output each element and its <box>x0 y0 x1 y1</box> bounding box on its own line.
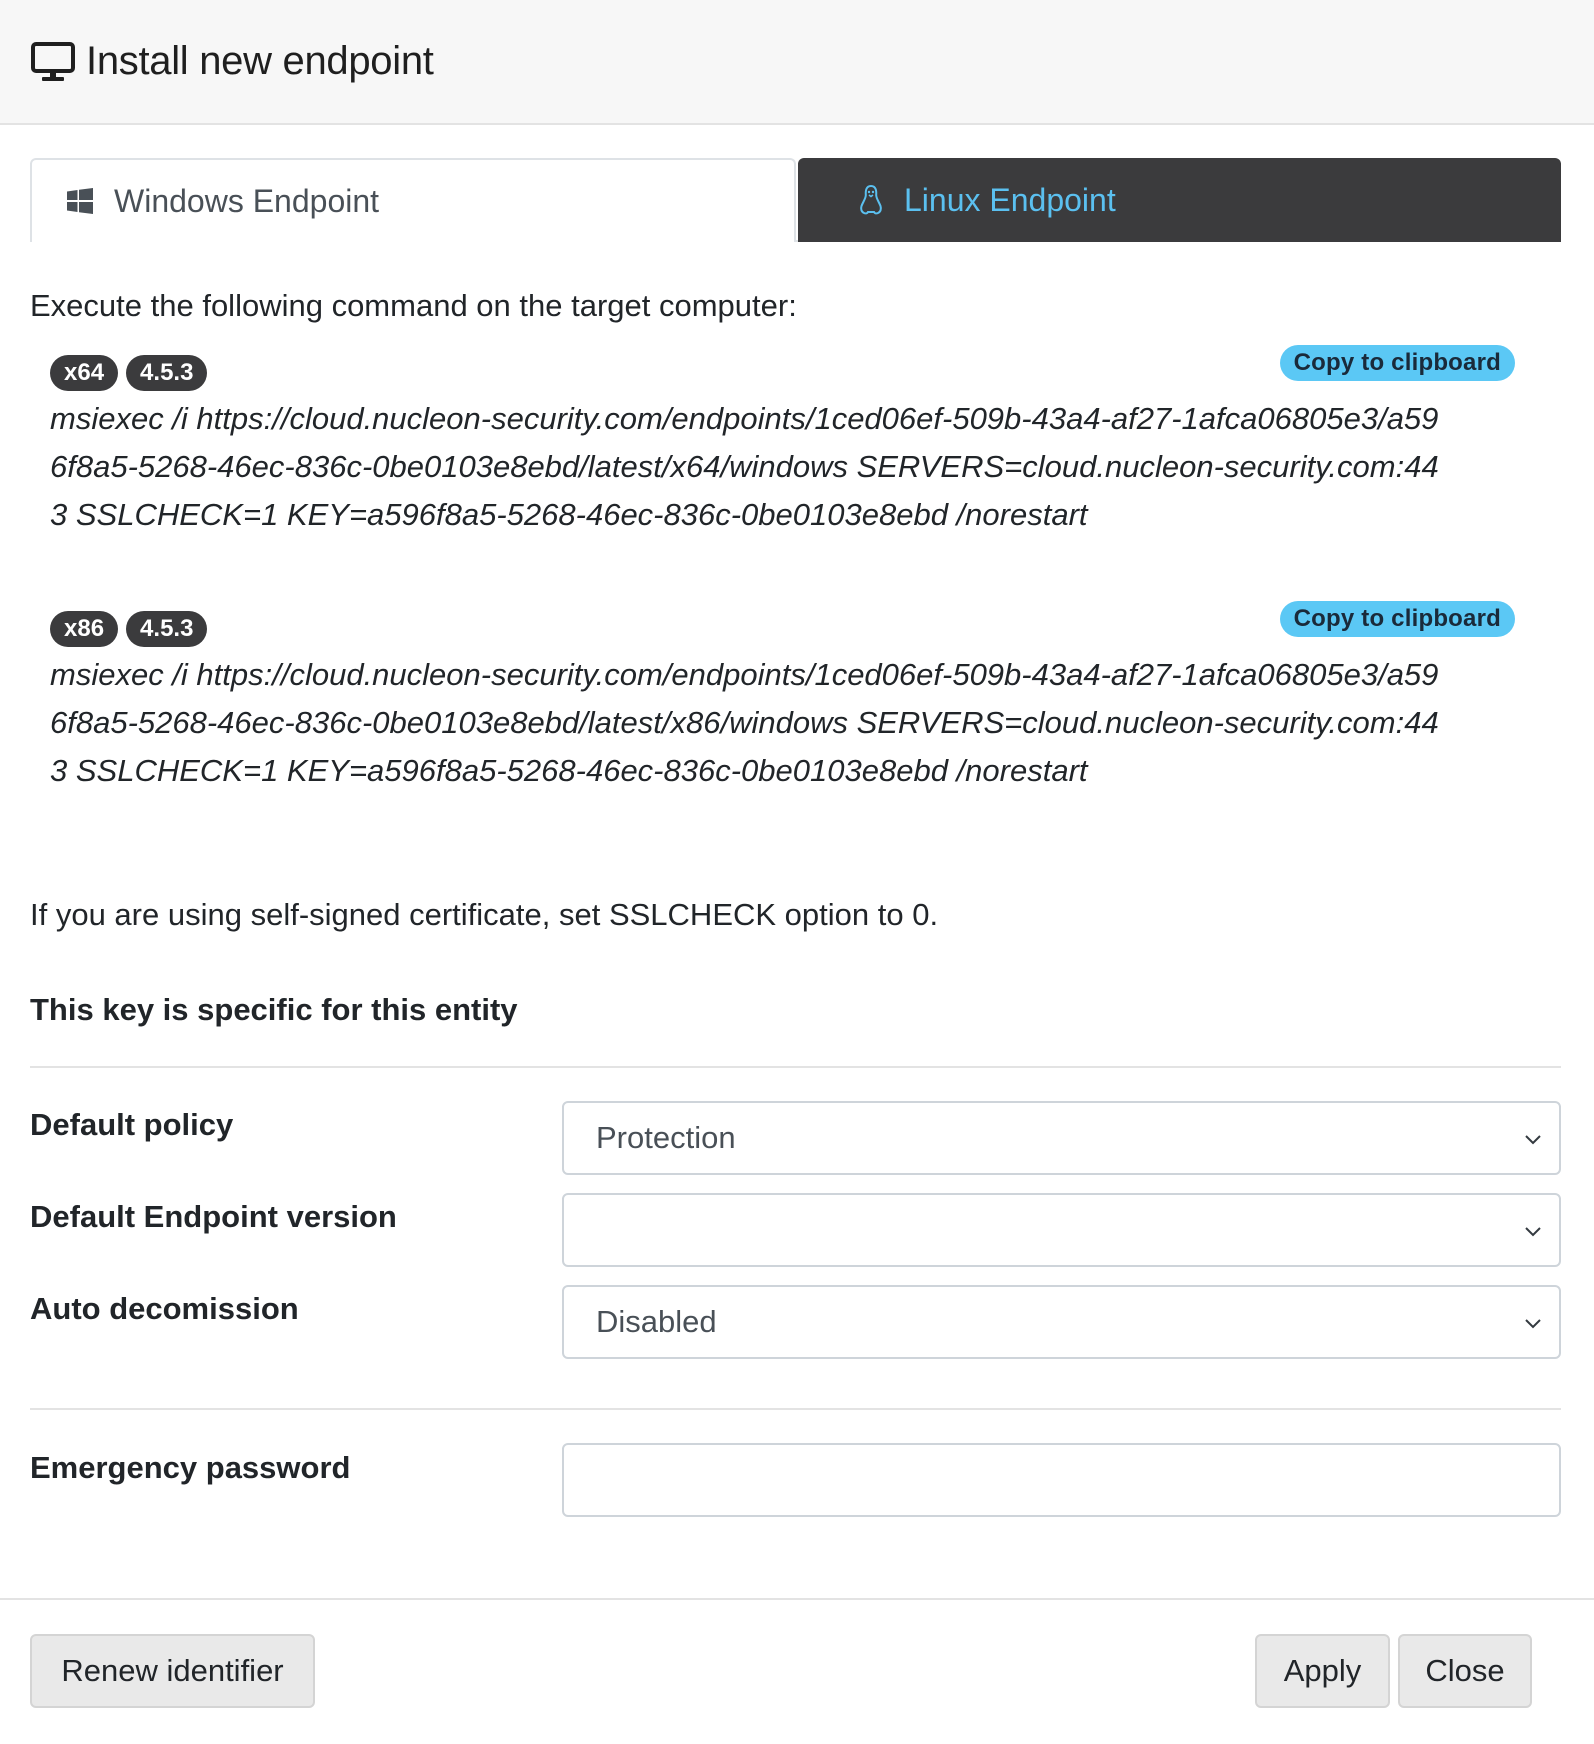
tab-windows-label: Windows Endpoint <box>114 182 380 219</box>
modal-footer <box>0 1598 1594 1744</box>
windows-icon <box>66 187 94 215</box>
emergency-password-input[interactable] <box>562 1443 1561 1517</box>
endpoint-tabs <box>30 158 1561 242</box>
copy-to-clipboard-button[interactable]: Copy to clipboard <box>1280 345 1515 381</box>
version-badge: 4.5.3 <box>126 355 207 391</box>
auto-decommission-value: Disabled <box>596 1304 717 1339</box>
divider <box>30 1066 1561 1068</box>
emergency-password-label: Emergency password <box>30 1450 351 1485</box>
linux-tux-icon <box>858 184 884 216</box>
default-policy-select[interactable] <box>562 1101 1561 1175</box>
close-button[interactable]: Close <box>1398 1634 1532 1708</box>
chevron-down-icon <box>1523 1313 1543 1333</box>
key-note: This key is specific for this entity <box>30 992 518 1027</box>
default-endpoint-version-select[interactable] <box>562 1193 1561 1267</box>
install-command-text[interactable]: msiexec /i https://cloud.nucleon-security.com/endpoints/1ced06ef-509b-43a4-af27-1afca06805e3/a596f8a5-5268-46ec-836c-0be0103e8ebd/latest/x86/windows SERVERS=cloud.nucleon-security.com:443 SSLCHECK=1 KEY=a596f8a5-5268-46ec-836c-0be0103e8ebd /norestart <box>50 657 1439 788</box>
tab-linux-endpoint[interactable] <box>798 158 1561 242</box>
modal-header <box>0 0 1594 125</box>
install-command-text[interactable]: msiexec /i https://cloud.nucleon-security.com/endpoints/1ced06ef-509b-43a4-af27-1afca06805e3/a596f8a5-5268-46ec-836c-0be0103e8ebd/latest/x64/windows SERVERS=cloud.nucleon-security.com:443 SSLCHECK=1 KEY=a596f8a5-5268-46ec-836c-0be0103e8ebd /norestart <box>50 401 1439 532</box>
command-block-x64 <box>50 349 1515 539</box>
tab-linux-label: Linux Endpoint <box>904 181 1116 218</box>
auto-decommission-label: Auto decomission <box>30 1291 299 1326</box>
intro-text: Execute the following command on the target computer: <box>30 288 797 323</box>
renew-identifier-button[interactable]: Renew identifier <box>30 1634 315 1708</box>
tab-windows-endpoint[interactable] <box>30 158 796 242</box>
monitor-icon <box>30 41 76 83</box>
default-policy-value: Protection <box>596 1120 736 1155</box>
chevron-down-icon <box>1523 1221 1543 1241</box>
chevron-down-icon <box>1523 1129 1543 1149</box>
modal-title: Install new endpoint <box>86 39 434 83</box>
default-endpoint-version-label: Default Endpoint version <box>30 1199 397 1234</box>
arch-badge: x86 <box>50 611 118 647</box>
copy-to-clipboard-button[interactable]: Copy to clipboard <box>1280 601 1515 637</box>
auto-decommission-select[interactable] <box>562 1285 1561 1359</box>
apply-button[interactable]: Apply <box>1255 1634 1390 1708</box>
divider <box>30 1408 1561 1410</box>
ssl-note: If you are using self-signed certificate, set SSLCHECK option to 0. <box>30 897 939 932</box>
default-policy-label: Default policy <box>30 1107 234 1142</box>
command-block-x86 <box>50 605 1515 795</box>
arch-badge: x64 <box>50 355 118 391</box>
version-badge: 4.5.3 <box>126 611 207 647</box>
